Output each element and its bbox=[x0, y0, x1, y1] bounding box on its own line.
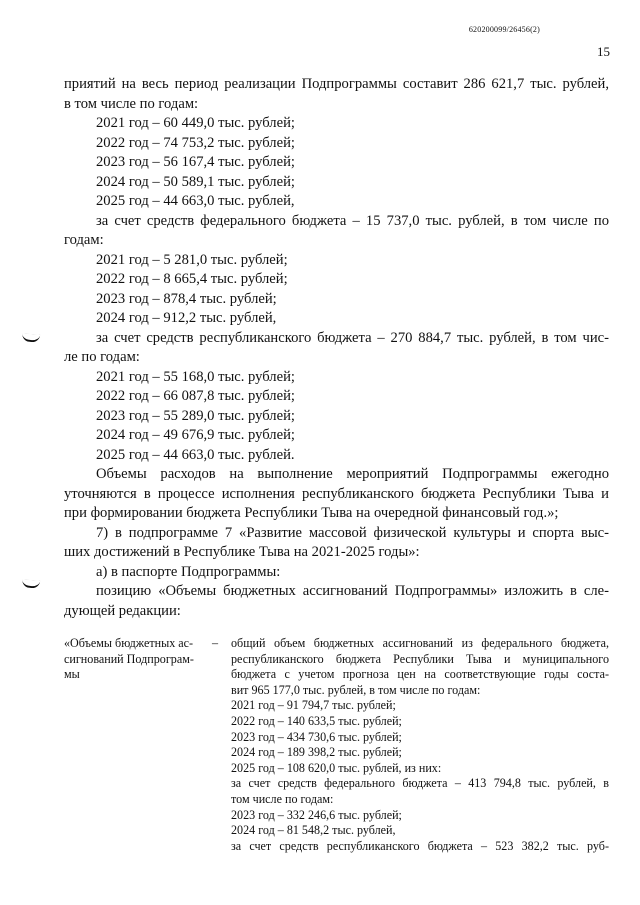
table-right-line: общий объем бюджетных ассигнований из федерального бюджета, bbox=[231, 636, 609, 650]
table-left-column bbox=[64, 636, 199, 683]
page-number: 15 bbox=[597, 44, 610, 59]
table-right-line: 2023 год – 332 246,6 тыс. рублей; bbox=[231, 807, 402, 822]
body-line: 2024 год – 49 676,9 тыс. рублей; bbox=[96, 427, 295, 443]
scan-margin-mark bbox=[22, 579, 41, 588]
body-line: 2025 год – 44 663,0 тыс. рублей. bbox=[96, 446, 295, 463]
table-right-line: за счет средств республиканского бюджета – 523 382,2 тыс. руб- bbox=[231, 838, 609, 853]
body-line: дующей редакции: bbox=[64, 602, 181, 619]
body-line: за счет средств федерального бюджета – 15 737,0 тыс. рублей, в том числе по bbox=[96, 212, 609, 229]
body-line: 2023 год – 56 167,4 тыс. рублей; bbox=[96, 154, 295, 170]
body-line: за счет средств республиканского бюджета – 270 884,7 тыс. рублей, в том чис- bbox=[96, 329, 609, 346]
body-line: ших достижений в Республике Тыва на 2021-2025 годы»: bbox=[64, 544, 420, 560]
body-line: 2021 год – 5 281,0 тыс. рублей; bbox=[96, 251, 288, 268]
body-line: 2021 год – 60 449,0 тыс. рублей; bbox=[96, 115, 295, 131]
table-right-line: 2024 год – 189 398,2 тыс. рублей; bbox=[231, 745, 402, 760]
scan-margin-mark bbox=[22, 333, 41, 342]
table-left-line: мы bbox=[64, 667, 80, 682]
body-line: 2024 год – 50 589,1 тыс. рублей; bbox=[96, 173, 295, 190]
body-line: годам: bbox=[64, 232, 104, 248]
table-right-line: за счет средств федерального бюджета – 413 794,8 тыс. рублей, в bbox=[231, 776, 609, 791]
table-right-line: 2021 год – 91 794,7 тыс. рублей; bbox=[231, 698, 396, 713]
table-left-line: «Объемы бюджетных ас- bbox=[64, 636, 194, 650]
body-line: Объемы расходов на выполнение мероприятий Подпрограммы ежегодно bbox=[96, 466, 609, 482]
table-dash: – bbox=[212, 636, 219, 650]
document-code: 620200099/26456(2) bbox=[468, 25, 540, 34]
body-line: позицию «Объемы бюджетных ассигнований Подпрограммы» изложить в сле- bbox=[96, 583, 609, 599]
table-right-line: 2023 год – 434 730,6 тыс. рублей; bbox=[231, 729, 402, 744]
body-line: уточняются в процессе исполнения республиканского бюджета Республики Тыва и bbox=[64, 485, 609, 502]
body-line: при формировании бюджета Республики Тыва на очередной финансовый год.»; bbox=[64, 505, 559, 521]
table-right-line: 2022 год – 140 633,5 тыс. рублей; bbox=[231, 713, 402, 728]
body-line: 2022 год – 74 753,2 тыс. рублей; bbox=[96, 134, 295, 151]
body-line: 2022 год – 66 087,8 тыс. рублей; bbox=[96, 388, 295, 404]
body-line: 2021 год – 55 168,0 тыс. рублей; bbox=[96, 368, 295, 385]
body-line: 2024 год – 912,2 тыс. рублей, bbox=[96, 310, 277, 326]
body-line: ле по годам: bbox=[64, 349, 140, 365]
body-line: 2023 год – 878,4 тыс. рублей; bbox=[96, 290, 277, 307]
table-right-column bbox=[231, 636, 609, 854]
body-line: приятий на весь период реализации Подпрограммы составит 286 621,7 тыс. рублей, bbox=[64, 76, 609, 92]
body-line: 2025 год – 44 663,0 тыс. рублей, bbox=[96, 193, 295, 209]
body-line: в том числе по годам: bbox=[64, 95, 199, 112]
table-right-line: 2024 год – 81 548,2 тыс. рублей, bbox=[231, 823, 396, 838]
body-line: 2022 год – 8 665,4 тыс. рублей; bbox=[96, 271, 288, 287]
table-left-line: сигнований Подпрограм- bbox=[64, 651, 194, 666]
body-line: 2023 год – 55 289,0 тыс. рублей; bbox=[96, 407, 295, 424]
table-right-line: бюджета с учетом прогноза цен на соответствующие годы соста- bbox=[231, 667, 609, 682]
table-right-line: вит 965 177,0 тыс. рублей, в том числе по годам: bbox=[231, 682, 481, 697]
body-line: а) в паспорте Подпрограммы: bbox=[96, 563, 281, 580]
document-body bbox=[64, 75, 609, 621]
table-right-line: том числе по годам: bbox=[231, 791, 334, 806]
table-right-line: 2025 год – 108 620,0 тыс. рублей, из них: bbox=[231, 760, 442, 775]
table-right-line: республиканского бюджета Республики Тыва и муниципального bbox=[231, 651, 609, 666]
body-line: 7) в подпрограмме 7 «Развитие массовой физической культуры и спорта выс- bbox=[96, 524, 609, 541]
